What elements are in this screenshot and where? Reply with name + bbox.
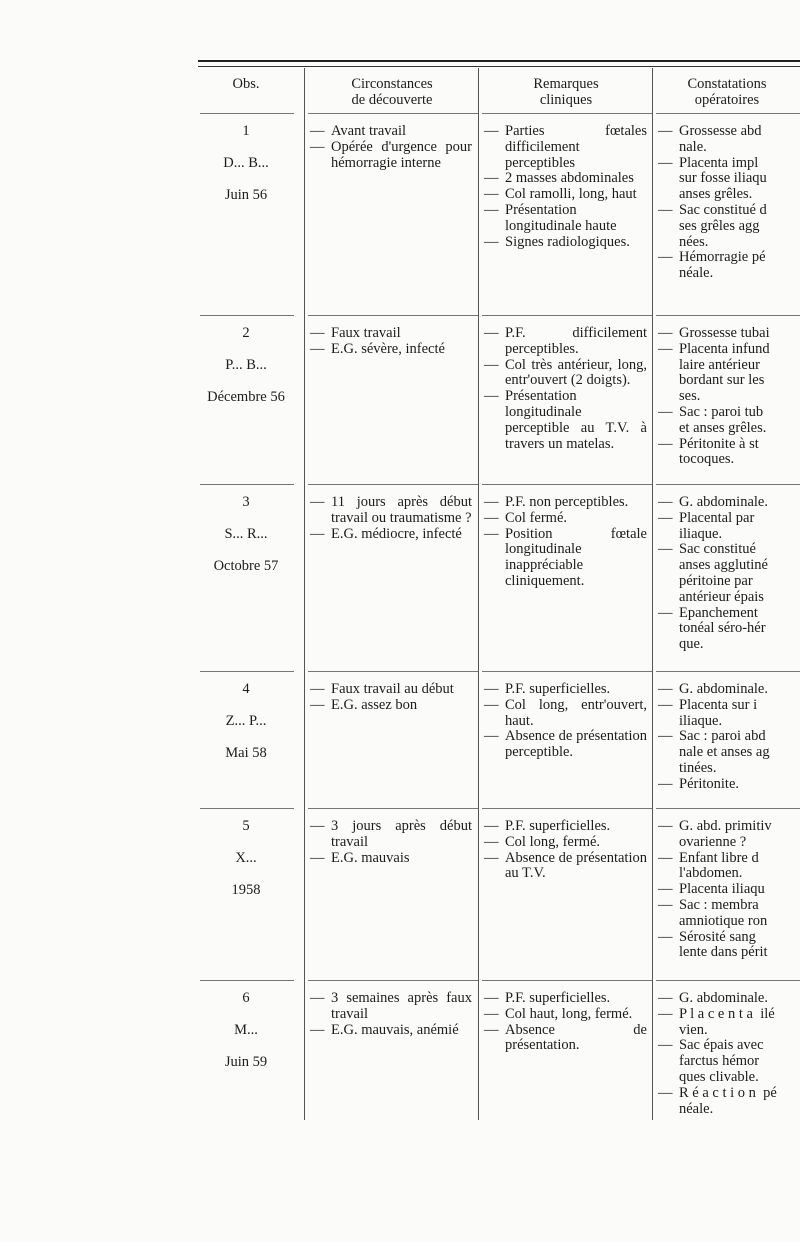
row-separator: [656, 113, 800, 114]
patient-initials: S... R...: [224, 525, 268, 542]
remarque-item: — Col fermé.: [484, 511, 647, 527]
constatation-item: — Epanchement tonéal séro-hér que.: [658, 606, 800, 653]
constatations-cell: [658, 819, 800, 961]
constatation-item: — Placenta infund laire antérieur bordant sur les ses.: [658, 342, 800, 405]
circonstances-cell: [310, 326, 472, 358]
remarque-item: — Col long, fermé.: [484, 835, 647, 851]
remarque-item: — P.F. superficielles.: [484, 991, 647, 1007]
row-separator: [656, 484, 800, 485]
remarques-cell: [484, 326, 647, 452]
remarques-cell: [484, 682, 647, 761]
obs-number: 6: [242, 990, 250, 1006]
table-top-rule-thick: [198, 60, 800, 62]
circonstance-item: — Faux travail: [310, 326, 472, 342]
remarque-item: — Col haut, long, fermé.: [484, 1007, 647, 1023]
remarque-item: — Présentation longitudinale perceptible au T.V. à travers un matelas.: [484, 389, 647, 452]
constatation-item: — G. abd. primitiv ovarienne ?: [658, 819, 800, 851]
remarque-item: — Col ramolli, long, haut: [484, 187, 647, 203]
remarque-item: — P.F. superficielles.: [484, 819, 647, 835]
obs-date: Juin 56: [224, 186, 268, 203]
row-separator: [308, 980, 478, 981]
remarque-item: — Col très antérieur, long, entr'ouvert (2 doigts).: [484, 358, 647, 390]
obs-date: Juin 59: [224, 1053, 268, 1070]
row-separator: [482, 980, 652, 981]
row-separator: [200, 808, 294, 809]
remarque-item: — P.F. non perceptibles.: [484, 495, 647, 511]
header-remarques: Remarques cliniques: [533, 76, 599, 108]
obs-cell: [198, 124, 294, 203]
obs-number: 3: [242, 494, 250, 510]
circonstance-item: — E.G. sévère, infecté: [310, 342, 472, 358]
circonstance-item: — E.G. mauvais, anémié: [310, 1023, 472, 1039]
remarques-cell: [484, 991, 647, 1054]
header-obs: Obs.: [232, 76, 260, 92]
row-separator: [482, 808, 652, 809]
circonstance-item: — Faux travail au début: [310, 682, 472, 698]
obs-number: 5: [242, 818, 250, 834]
row-separator: [656, 315, 800, 316]
patient-initials: M...: [234, 1021, 258, 1038]
patient-initials: Z... P...: [225, 712, 267, 729]
constatation-item: — Sac épais avec farctus hémor ques clivable.: [658, 1038, 800, 1085]
constatation-item: — Hémorragie pé néale.: [658, 250, 800, 282]
row-separator: [482, 113, 652, 114]
row-separator: [482, 484, 652, 485]
constatation-item: — P l a c e n t a ilé vien.: [658, 1007, 800, 1039]
constatations-cell: [658, 682, 800, 793]
constatation-item: — Sac : membra amniotique ron: [658, 898, 800, 930]
circonstances-cell: [310, 991, 472, 1038]
constatations-cell: [658, 124, 800, 282]
column-divider: [652, 68, 653, 1120]
header-circonstances: Circonstances de découverte: [351, 76, 433, 108]
obs-number: 1: [242, 123, 250, 139]
circonstance-item: — 11 jours après début travail ou traumatisme ?: [310, 495, 472, 527]
constatation-item: — Péritonite.: [658, 777, 800, 793]
header-constatations: Constatations opératoires: [687, 76, 767, 108]
circonstance-item: — E.G. assez bon: [310, 698, 472, 714]
circonstance-item: — 3 jours après début travail: [310, 819, 472, 851]
constatation-item: — Grossesse abd nale.: [658, 124, 800, 156]
row-separator: [482, 671, 652, 672]
circonstances-cell: [310, 124, 472, 171]
constatation-item: — Sérosité sang lente dans périt: [658, 930, 800, 962]
obs-cell: [198, 991, 294, 1070]
circonstance-item: — 3 semaines après faux travail: [310, 991, 472, 1023]
constatations-cell: [658, 495, 800, 653]
row-separator: [656, 980, 800, 981]
constatation-item: — Grossesse tubai: [658, 326, 800, 342]
column-divider: [478, 68, 479, 1120]
remarques-cell: [484, 495, 647, 590]
obs-date: Décembre 56: [207, 388, 285, 405]
row-separator: [200, 315, 294, 316]
remarque-item: — P.F. difficilement perceptibles.: [484, 326, 647, 358]
remarque-item: — 2 masses abdominales: [484, 171, 647, 187]
obs-date: Mai 58: [225, 744, 267, 761]
constatation-item: — Péritonite à st tocoques.: [658, 437, 800, 469]
patient-initials: X...: [235, 849, 257, 866]
remarque-item: — Absence de présentation.: [484, 1023, 647, 1055]
constatation-item: — Placenta sur i iliaque.: [658, 698, 800, 730]
obs-cell: [198, 682, 294, 761]
obs-cell: [198, 326, 294, 405]
remarque-item: — P.F. superficielles.: [484, 682, 647, 698]
constatation-item: — G. abdominale.: [658, 991, 800, 1007]
row-separator: [656, 671, 800, 672]
circonstance-item: — E.G. médiocre, infecté: [310, 527, 472, 543]
patient-initials: P... B...: [225, 356, 267, 373]
constatation-item: — Placental par iliaque.: [658, 511, 800, 543]
remarque-item: — Signes radiologiques.: [484, 235, 647, 251]
row-separator: [482, 315, 652, 316]
row-separator: [200, 484, 294, 485]
constatation-item: — Placenta impl sur fosse iliaqu anses grêles.: [658, 156, 800, 203]
obs-cell: [198, 495, 294, 574]
row-separator: [308, 113, 478, 114]
constatation-item: — R é a c t i o n pé néale.: [658, 1086, 800, 1118]
remarque-item: — Absence de présentation perceptible.: [484, 729, 647, 761]
constatation-item: — Sac : paroi tub et anses grêles.: [658, 405, 800, 437]
remarque-item: — Absence de présentation au T.V.: [484, 851, 647, 883]
constatation-item: — G. abdominale.: [658, 495, 800, 511]
constatation-item: — Placenta iliaqu: [658, 882, 800, 898]
obs-number: 2: [242, 325, 250, 341]
circonstances-cell: [310, 819, 472, 866]
row-separator: [308, 484, 478, 485]
constatation-item: — Sac constitué anses agglutiné péritoine par antérieur épais: [658, 542, 800, 605]
row-separator: [200, 113, 294, 114]
obs-number: 4: [242, 681, 250, 697]
row-separator: [308, 315, 478, 316]
remarque-item: — Parties fœtales difficilement perceptibles: [484, 124, 647, 171]
circonstances-cell: [310, 682, 472, 714]
column-divider: [304, 68, 305, 1120]
constatation-item: — Sac : paroi abd nale et anses ag tinées.: [658, 729, 800, 776]
remarque-item: — Présentation longitudinale haute: [484, 203, 647, 235]
constatation-item: — Enfant libre d l'abdomen.: [658, 851, 800, 883]
circonstance-item: — E.G. mauvais: [310, 851, 472, 867]
constatation-item: — G. abdominale.: [658, 682, 800, 698]
constatations-cell: [658, 991, 800, 1117]
constatations-cell: [658, 326, 800, 468]
row-separator: [308, 671, 478, 672]
row-separator: [308, 808, 478, 809]
row-separator: [200, 980, 294, 981]
obs-date: Octobre 57: [213, 557, 279, 574]
remarques-cell: [484, 124, 647, 250]
remarque-item: — Col long, entr'ouvert, haut.: [484, 698, 647, 730]
remarque-item: — Position fœtale longitudinale inappréciable cliniquement.: [484, 527, 647, 590]
obs-cell: [198, 819, 294, 898]
patient-initials: D... B...: [223, 154, 269, 171]
circonstance-item: — Avant travail: [310, 124, 472, 140]
remarques-cell: [484, 819, 647, 882]
row-separator: [656, 808, 800, 809]
constatation-item: — Sac constitué d ses grêles agg nées.: [658, 203, 800, 250]
row-separator: [200, 671, 294, 672]
circonstances-cell: [310, 495, 472, 542]
obs-date: 1958: [231, 881, 261, 898]
circonstance-item: — Opérée d'urgence pour hémorragie interne: [310, 140, 472, 172]
table-top-rule-thin: [198, 66, 800, 67]
